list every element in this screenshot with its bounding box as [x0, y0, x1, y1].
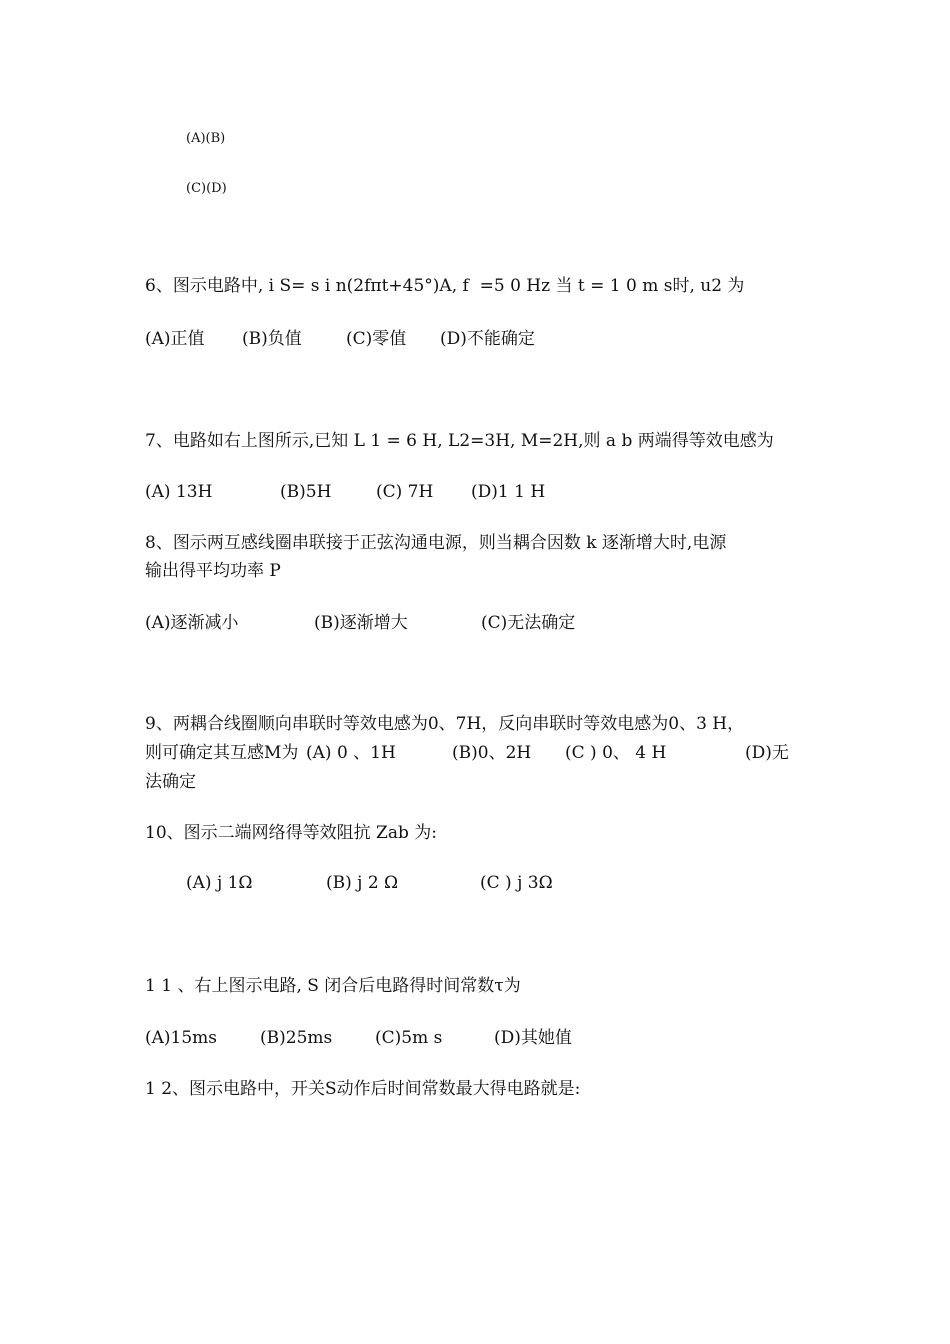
- q10-option-c: (C ) j 3Ω: [480, 873, 553, 893]
- q10-option-b: (B) j 2 Ω: [326, 873, 399, 893]
- q9-option-d: (D)无: [745, 743, 789, 763]
- q9-line3: 法确定: [145, 772, 196, 792]
- q6-option-d: (D)不能确定: [440, 329, 535, 349]
- q11-stem: 1 1 、右上图示电路, S 闭合后电路得时间常数τ为: [145, 976, 521, 996]
- q8-option-c: (C)无法确定: [481, 613, 576, 633]
- q7-option-c: (C) 7H: [376, 482, 434, 502]
- q9-line1: 9、两耦合线圈顺向串联时等效电感为0、7H，反向串联时等效电感为0、3 H，: [145, 714, 745, 734]
- q9-option-c: (C ) 0、 4 H: [565, 743, 667, 763]
- q11-option-b: (B)25ms: [260, 1028, 333, 1048]
- q12-stem: 1 2、图示电路中，开关S动作后时间常数最大得电路就是:: [145, 1079, 581, 1099]
- q7-option-a: (A) 13H: [145, 482, 213, 502]
- q8-option-b: (B)逐渐增大: [314, 613, 408, 633]
- q11-option-c: (C)5m s: [375, 1028, 443, 1048]
- q7-option-d: (D)1 1 H: [471, 482, 546, 502]
- q7-stem: 7、电路如右上图所示,已知 L 1 = 6 H, L2=3H, M=2H,则 a b 两端得等效电感为: [145, 431, 774, 451]
- q8-stem-line1: 8、图示两互感线圈串联接于正弦沟通电源，则当耦合因数 k 逐渐增大时,电源: [145, 533, 727, 553]
- q9-option-a: (A) 0 、1H: [306, 743, 396, 763]
- q6-option-b: (B)负值: [242, 329, 302, 349]
- q6-stem: 6、图示电路中, i S= s i n(2fπt+45°)A, f =5 0 Hz 当 t = 1 0 m s时, u2 为: [145, 276, 745, 296]
- q5-option-ab: (A)(B): [186, 131, 226, 146]
- q6-option-c: (C)零值: [346, 329, 407, 349]
- q8-stem-line2: 输出得平均功率 P: [145, 561, 281, 581]
- q10-stem: 10、图示二端网络得等效阻抗 Zab 为:: [145, 823, 437, 843]
- q6-option-a: (A)正值: [145, 329, 205, 349]
- q9-option-b: (B)0、2H: [452, 743, 532, 763]
- q5-option-cd: (C)(D): [186, 181, 227, 196]
- q9-line2-text: 则可确定其互感M为: [145, 743, 299, 763]
- q11-option-d: (D)其她值: [494, 1028, 572, 1048]
- q11-option-a: (A)15ms: [145, 1028, 218, 1048]
- q10-option-a: (A) j 1Ω: [186, 873, 253, 893]
- q7-option-b: (B)5H: [280, 482, 332, 502]
- q8-option-a: (A)逐渐减小: [145, 613, 239, 633]
